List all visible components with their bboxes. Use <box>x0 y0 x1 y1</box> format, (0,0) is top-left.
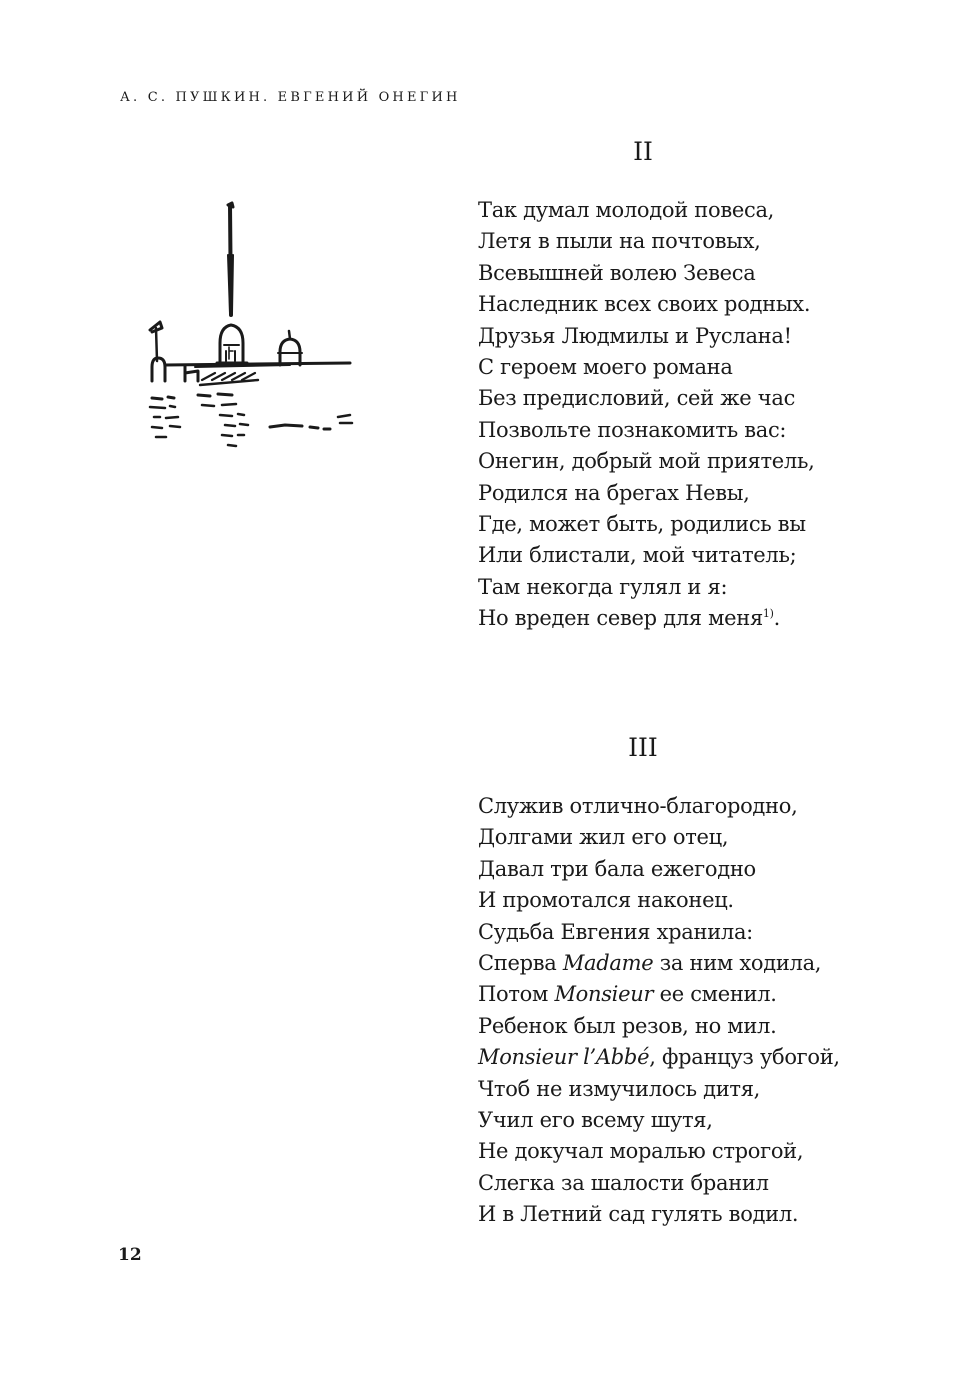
verse-text: Наследник всех своих родных. <box>478 292 811 317</box>
verse-line <box>478 446 918 477</box>
verse-line <box>478 352 918 383</box>
verse-text: Судьба Евгения хранила: <box>478 919 753 944</box>
verse-line <box>478 1011 918 1042</box>
verse-lines <box>478 791 918 1231</box>
verse-line <box>478 572 918 603</box>
verse-line <box>478 383 918 414</box>
page-number: 12 <box>118 1245 142 1265</box>
verse-text: Позвольте познакомить вас: <box>478 417 787 442</box>
verse-text: ее сменил. <box>653 982 777 1007</box>
verse-line <box>478 1168 918 1199</box>
verse-text: Слегка за шалости бранил <box>478 1170 769 1195</box>
verse-text: Всевышней волею Зевеса <box>478 260 756 285</box>
verse-text: за ним ходила, <box>653 951 822 976</box>
verse-text: Но вреден север для меня <box>478 606 763 631</box>
verse-line <box>478 1074 918 1105</box>
verse-text: . <box>773 606 781 631</box>
verse-line <box>478 603 918 634</box>
verse-lines <box>478 195 918 635</box>
verse-line <box>478 979 918 1010</box>
verse-line <box>478 917 918 948</box>
verse-text: Без предисловий, сей же час <box>478 386 796 411</box>
verse-line <box>478 289 918 320</box>
verse-text: С героем моего романа <box>478 355 733 380</box>
verse-line <box>478 415 918 446</box>
verse-line <box>478 226 918 257</box>
verse-line <box>478 791 918 822</box>
verse-text: Ребенок был резов, но мил. <box>478 1013 777 1038</box>
italic-phrase: Madame <box>562 951 654 976</box>
verse-text: Долгами жил его отец, <box>478 825 729 850</box>
verse-line <box>478 854 918 885</box>
verse-text: Онегин, добрый мой приятель, <box>478 449 815 474</box>
verse-line <box>478 540 918 571</box>
verse-line <box>478 1199 918 1230</box>
verse-line <box>478 195 918 226</box>
verse-line <box>478 948 918 979</box>
verse-text: Там некогда гулял и я: <box>478 574 728 599</box>
italic-phrase: Monsieur <box>554 982 654 1007</box>
verse-text: Летя в пыли на почтовых, <box>478 229 761 254</box>
verse-line <box>478 509 918 540</box>
verse-text: Чтоб не измучилось дитя, <box>478 1076 761 1101</box>
verse-line <box>478 258 918 289</box>
verse-text: Друзья Людмилы и Руслана! <box>478 323 792 348</box>
verse-text: Родился на брегах Невы, <box>478 480 750 505</box>
verse-line <box>478 885 918 916</box>
verse-line <box>478 321 918 352</box>
verse-text: И в Летний сад гулять водил. <box>478 1202 799 1227</box>
running-head: А. С. ПУШКИН. ЕВГЕНИЙ ОНЕГИН <box>120 90 461 105</box>
verse-line <box>478 1042 918 1073</box>
verse-line <box>478 478 918 509</box>
fortress-sketch-illustration <box>140 195 365 465</box>
verse-text: Где, может быть, родились вы <box>478 512 806 537</box>
stanza-number: II <box>633 137 653 166</box>
verse-text: Потом <box>478 982 555 1007</box>
verse-text: Или блистали, мой читатель; <box>478 543 797 568</box>
stanza-iii <box>478 730 918 1231</box>
verse-text: Учил его всему шутя, <box>478 1108 713 1133</box>
verse-text: И промотался наконец. <box>478 888 734 913</box>
verse-line <box>478 822 918 853</box>
verse-line <box>478 1136 918 1167</box>
verse-text: Так думал молодой повеса, <box>478 198 775 222</box>
verse-text: Не докучал моралью строгой, <box>478 1139 804 1164</box>
stanza-number: III <box>628 733 658 762</box>
italic-phrase: Monsieur l’Abbé <box>478 1045 650 1070</box>
verse-text: Сперва <box>478 951 563 976</box>
footnote-marker: 1) <box>762 607 774 621</box>
verse-text: Давал три бала ежегодно <box>478 856 756 881</box>
verse-line <box>478 1105 918 1136</box>
stanza-ii <box>478 134 918 635</box>
verse-text: Служив отлично-благородно, <box>478 794 798 818</box>
verse-text: , француз убогой, <box>649 1045 840 1070</box>
